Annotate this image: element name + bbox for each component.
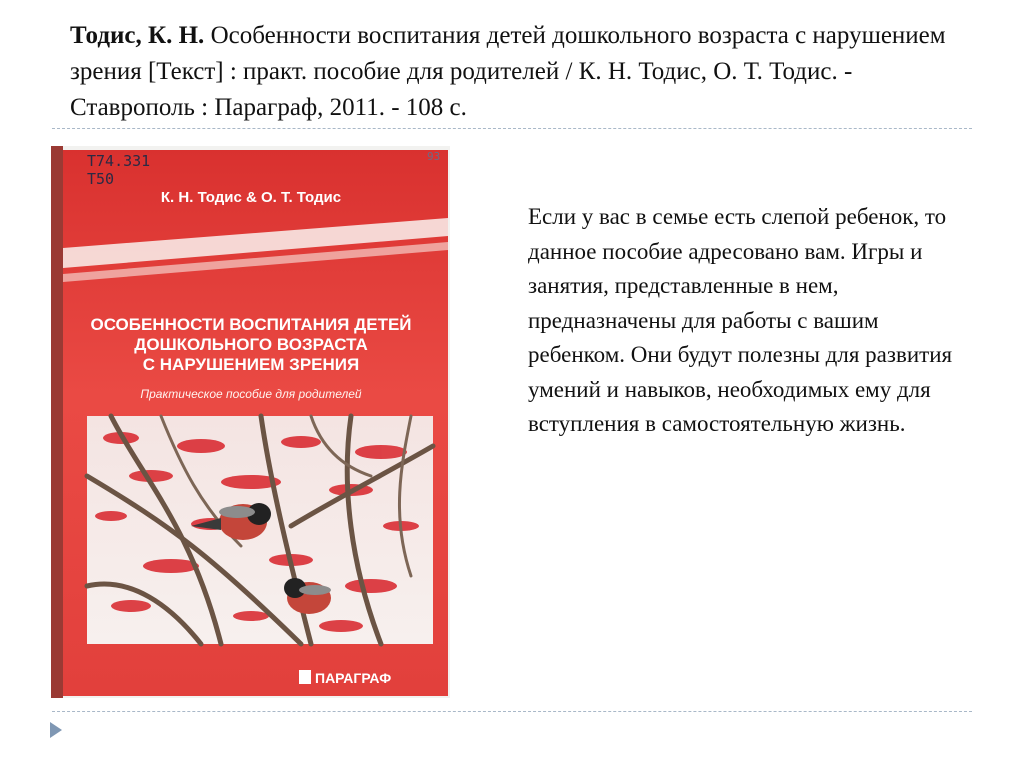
cover-title-line-3: С НАРУШЕНИЕМ ЗРЕНИЯ [142, 355, 360, 374]
cover-library-stamp: 93 [427, 150, 441, 163]
book-cover-image [51, 146, 450, 698]
cover-shelf-mark-2: Т50 [87, 170, 115, 188]
cover-authors: К. Н. Тодис & О. Т. Тодис [160, 189, 342, 206]
triangle-right-icon [50, 722, 62, 738]
cover-publisher: ПАРАГРАФ [315, 670, 392, 686]
citation-author: Тодис, К. Н. [70, 22, 205, 49]
book-citation [70, 18, 970, 126]
cover-subtitle: Практическое пособие для родителей [140, 387, 362, 401]
cover-shelf-mark-1: Т74.331 [87, 152, 151, 170]
citation-details: Особенности воспитания детей дошкольного возраста с нарушением зрения [Текст] : практ. пособие для родителей / К. Н. Тодис, О. Т. Тодис. - Ставрополь : Параграф, 2011. - 108 с. [70, 22, 946, 121]
cover-title-line-1: ОСОБЕННОСТИ ВОСПИТАНИЯ ДЕТЕЙ [90, 315, 412, 334]
book-description: Если у вас в семье есть слепой ребенок, то данное пособие адресовано вам. Игры и занятия, представленные в нем, предназначены для работы с вашим ребенком. Они будут полезны для развития умений и навыков, необходимых ему для вступления в самостоятельную жизнь. [528, 204, 953, 436]
book-cover-artwork [51, 146, 450, 698]
cover-title-line-2: ДОШКОЛЬНОГО ВОЗРАСТА [134, 335, 368, 354]
bottom-divider [52, 711, 972, 712]
top-divider [52, 128, 972, 129]
